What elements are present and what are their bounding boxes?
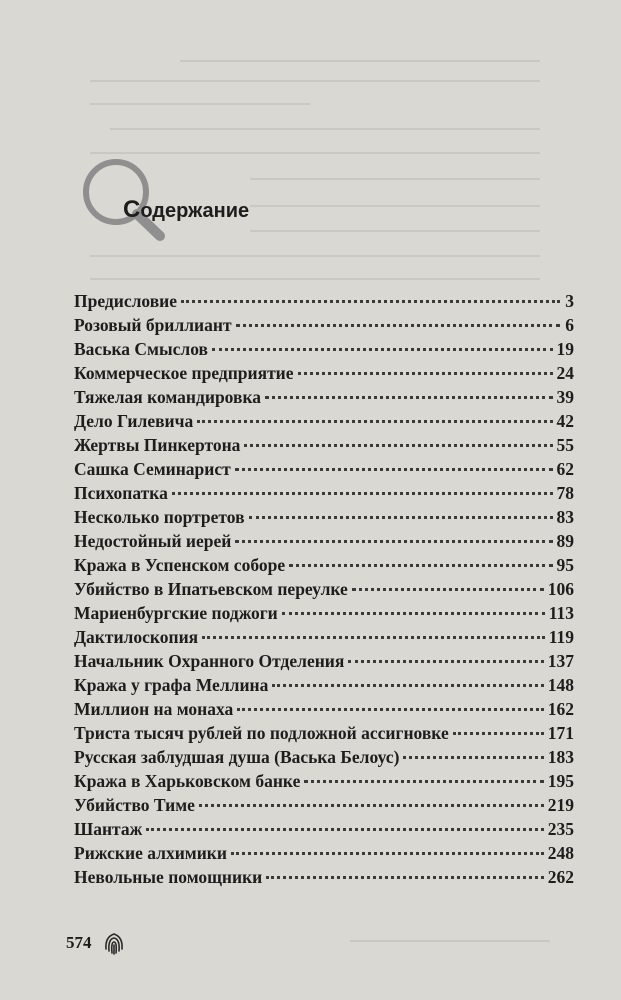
toc-entry [74,747,574,771]
toc-entry [74,531,574,555]
toc-leader-dots [348,660,543,663]
toc-entry-title: Дактилоскопия [74,627,199,647]
toc-entry [74,483,574,507]
toc-entry [74,723,574,747]
toc-entry-page: 62 [556,459,574,479]
toc-entry-page: 3 [565,291,574,311]
toc-entry [74,363,574,387]
toc-entry [74,411,574,435]
toc-leader-dots [235,540,552,543]
toc-entry-title: Кража в Успенском соборе [74,555,286,575]
toc-entry-title: Рижские алхимики [74,843,227,863]
title-initial: С [123,196,141,223]
toc-entry-title: Коммерческое предприятие [74,363,294,383]
toc-entry [74,651,574,675]
toc-entry-page: 148 [547,675,574,695]
table-of-contents [74,291,574,891]
toc-entry-page: 55 [556,435,574,455]
toc-entry-title: Убийство в Ипатьевском переулке [74,579,348,599]
page-footer [66,929,126,957]
toc-entry-title: Невольные помощники [74,867,263,887]
toc-entry [74,315,574,339]
toc-entry [74,459,574,483]
toc-entry-page: 83 [556,507,574,527]
toc-entry [74,555,574,579]
toc-leader-dots [199,804,544,807]
toc-leader-dots [146,828,543,831]
toc-entry-title: Дело Гилевича [74,411,194,431]
toc-entry-title: Кража у графа Меллина [74,675,269,695]
toc-entry-page: 235 [547,819,574,839]
toc-entry [74,387,574,411]
toc-entry-title: Убийство Тиме [74,795,195,815]
toc-leader-dots [304,780,543,783]
toc-entry-page: 248 [547,843,574,863]
toc-leader-dots [197,420,552,423]
toc-entry [74,699,574,723]
toc-entry-page: 78 [556,483,574,503]
toc-entry-title: Русская заблудшая душа (Васька Белоус) [74,747,400,767]
toc-entry-page: 89 [556,531,574,551]
toc-entry-title: Розовый бриллиант [74,315,232,335]
toc-entry [74,603,574,627]
toc-entry-title: Васька Смыслов [74,339,208,359]
toc-leader-dots [265,396,552,399]
toc-entry-page: 171 [547,723,574,743]
toc-entry-page: 106 [547,579,574,599]
toc-entry-title: Мариенбургские поджоги [74,603,278,623]
page-number: 574 [66,933,92,952]
toc-entry-page: 24 [556,363,574,383]
fingerprint-icon [102,929,126,957]
toc-entry-title: Миллион на монаха [74,699,234,719]
toc-entry-page: 39 [556,387,574,407]
toc-leader-dots [289,564,552,567]
toc-leader-dots [352,588,544,591]
toc-entry-title: Кража в Харьковском банке [74,771,301,791]
toc-leader-dots [403,756,543,759]
toc-leader-dots [172,492,553,495]
toc-leader-dots [235,468,553,471]
toc-leader-dots [244,444,552,447]
toc-leader-dots [298,372,553,375]
toc-leader-dots [282,612,545,615]
toc-entry-title: Тяжелая командировка [74,387,262,407]
toc-leader-dots [266,876,544,879]
toc-leader-dots [249,516,553,519]
toc-leader-dots [202,636,545,639]
toc-entry-page: 262 [547,867,574,887]
toc-entry-page: 137 [547,651,574,671]
toc-leader-dots [236,324,560,327]
toc-entry-title: Несколько портретов [74,507,245,527]
toc-entry-page: 113 [548,603,574,623]
toc-entry [74,675,574,699]
toc-entry-title: Психопатка [74,483,168,503]
toc-entry-title: Недостойный иерей [74,531,232,551]
toc-entry [74,867,574,891]
toc-entry-title: Жертвы Пинкертона [74,435,241,455]
toc-entry-title: Триста тысяч рублей по подложной ассигновке [74,723,449,743]
toc-entry-title: Предисловие [74,291,178,311]
toc-entry [74,291,574,315]
toc-entry-page: 119 [548,627,574,647]
toc-entry-title: Начальник Охранного Отделения [74,651,345,671]
toc-leader-dots [212,348,553,351]
toc-entry-page: 42 [556,411,574,431]
title-rest: одержание [140,200,250,222]
section-heading [76,150,396,240]
toc-entry [74,339,574,363]
page-title [123,196,249,224]
toc-entry-page: 183 [547,747,574,767]
toc-entry-page: 195 [547,771,574,791]
toc-leader-dots [181,300,560,303]
toc-entry [74,579,574,603]
toc-entry-page: 19 [556,339,574,359]
toc-entry [74,843,574,867]
toc-entry-title: Сашка Семинарист [74,459,231,479]
toc-leader-dots [231,852,544,855]
toc-leader-dots [453,732,544,735]
toc-entry [74,771,574,795]
toc-entry-title: Шантаж [74,819,143,839]
toc-entry-page: 95 [556,555,574,575]
toc-entry [74,435,574,459]
toc-entry [74,795,574,819]
toc-leader-dots [272,684,543,687]
toc-entry-page: 6 [565,315,574,335]
toc-leader-dots [237,708,543,711]
toc-entry [74,819,574,843]
toc-entry-page: 162 [547,699,574,719]
toc-entry [74,627,574,651]
toc-entry-page: 219 [547,795,574,815]
toc-entry [74,507,574,531]
